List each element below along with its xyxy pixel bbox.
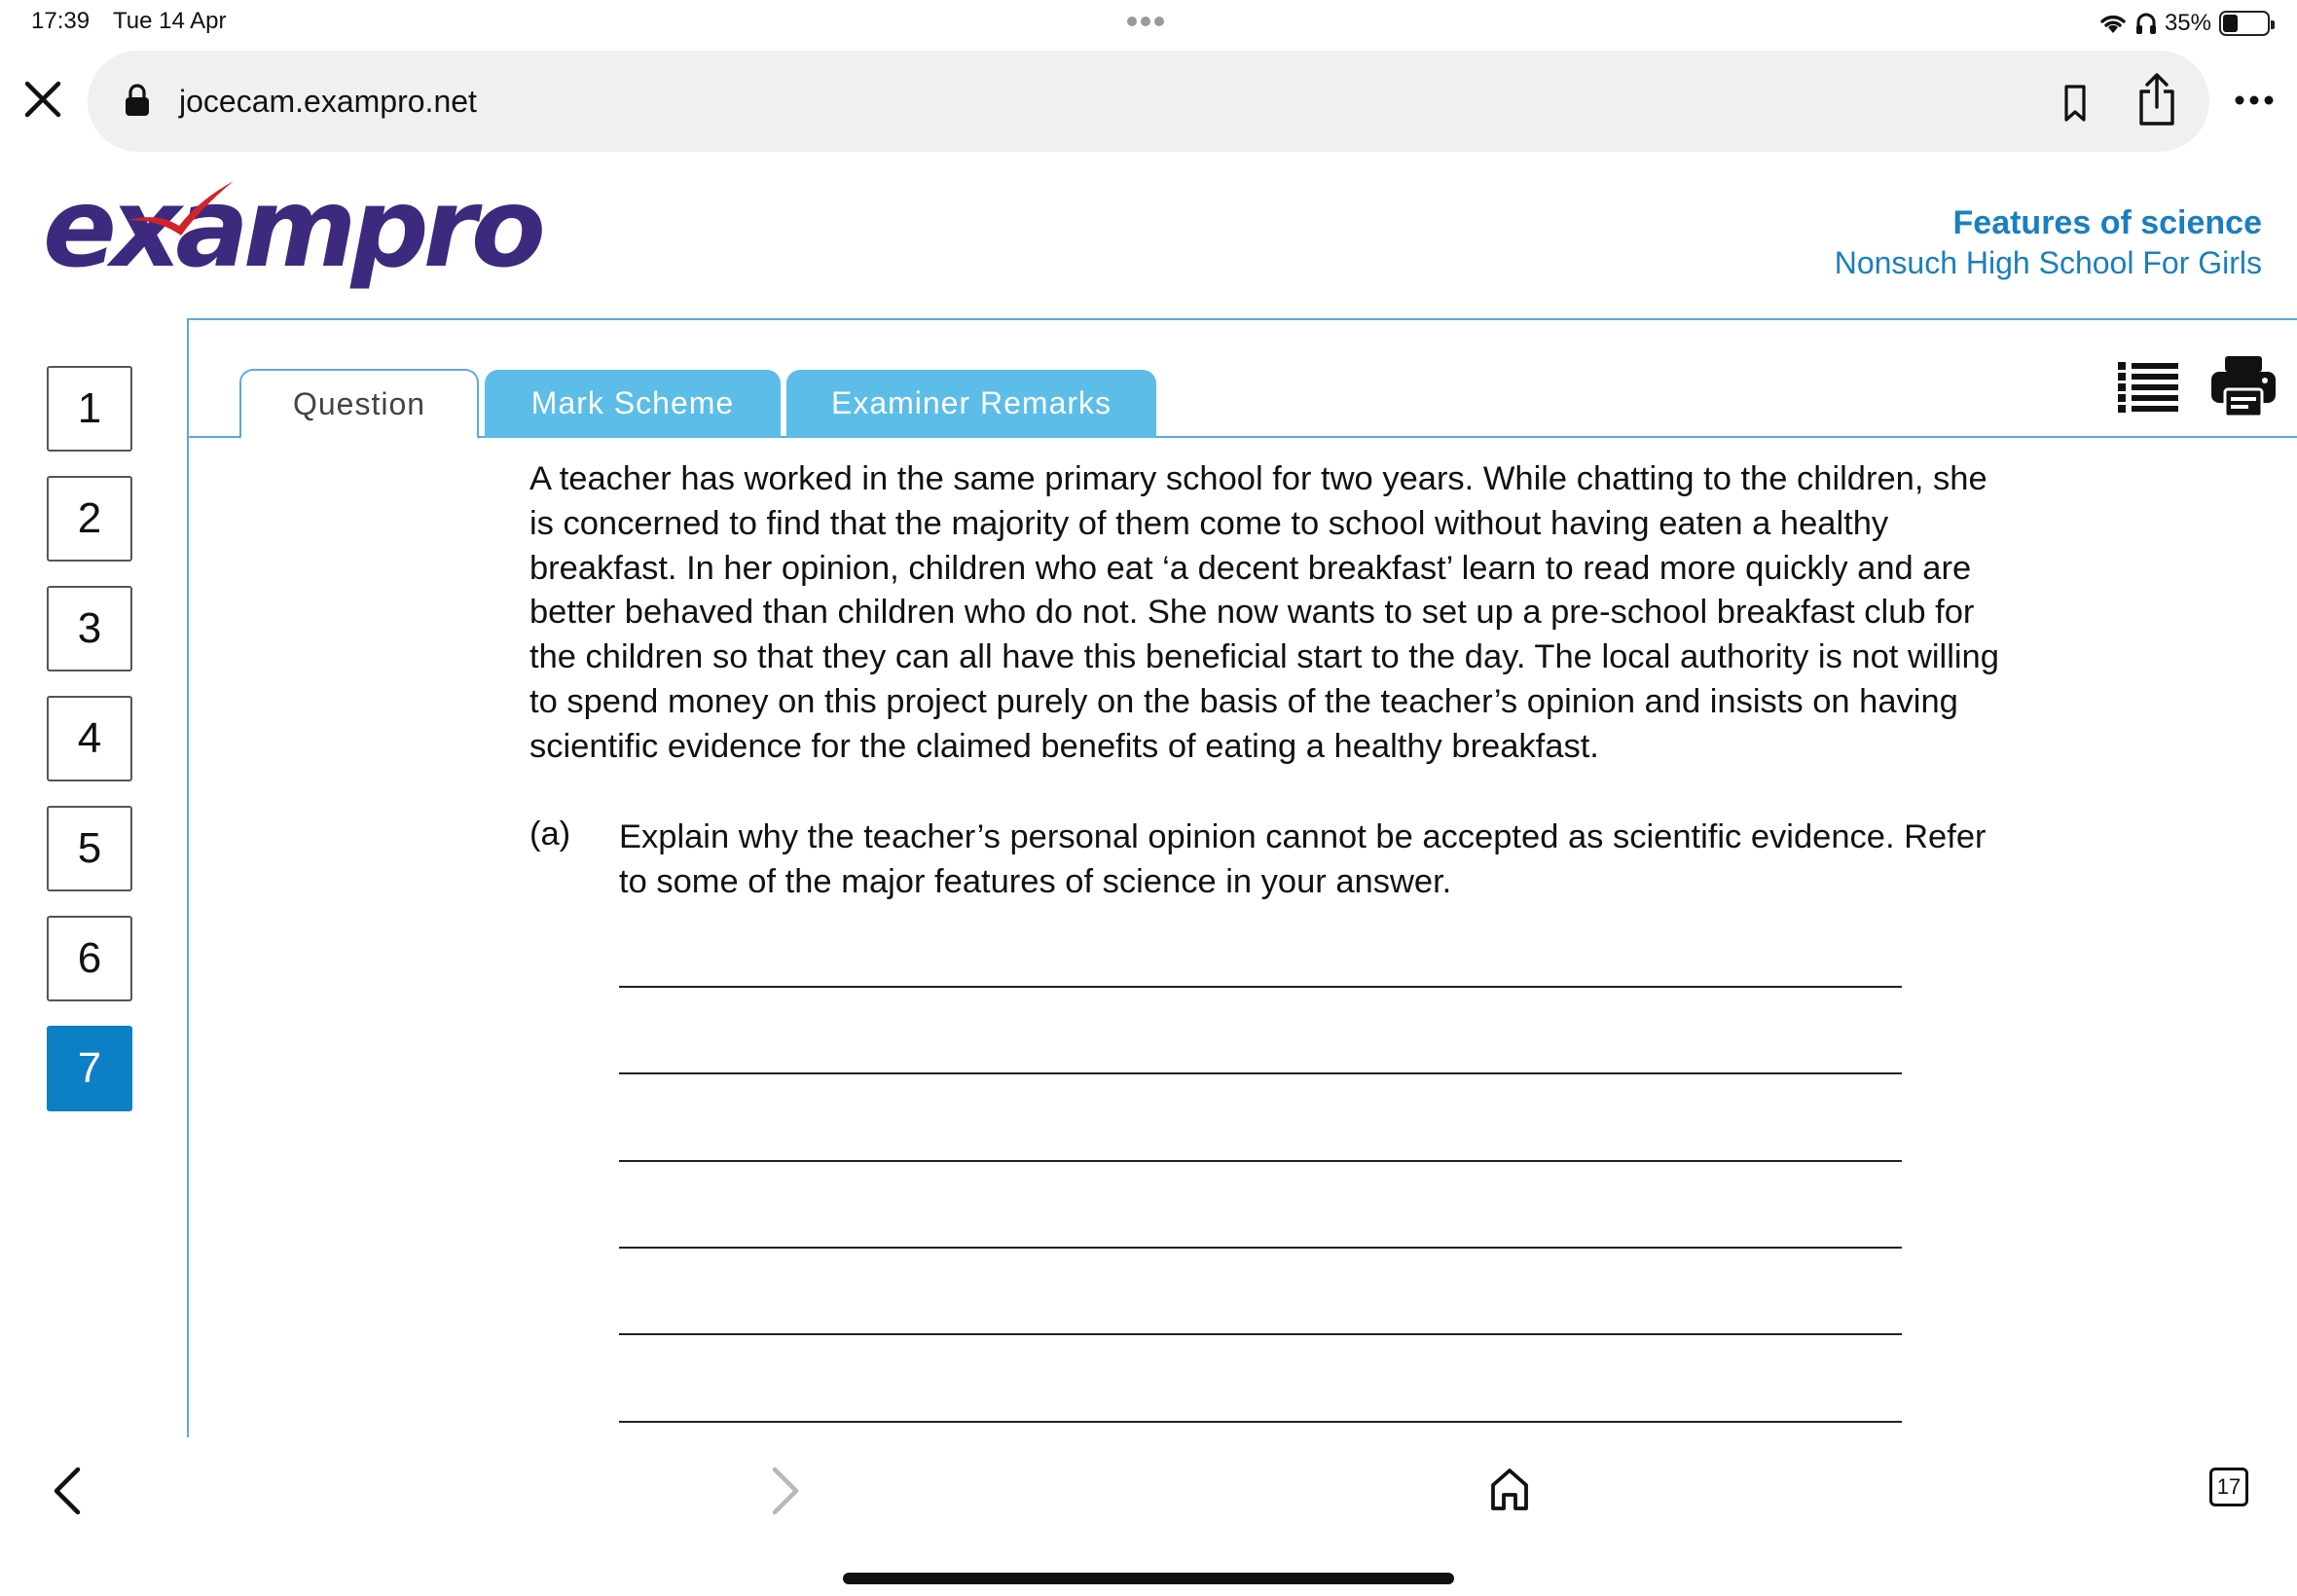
question-nav-item-4[interactable]: 4 [47, 696, 132, 781]
address-bar[interactable] [88, 51, 2209, 152]
status-bar [0, 0, 2297, 47]
print-icon[interactable] [2211, 354, 2276, 418]
tab-mark-scheme[interactable]: Mark Scheme [485, 370, 781, 438]
bookmark-icon[interactable] [2058, 84, 2093, 123]
multitasking-dots-icon[interactable] [1127, 14, 1170, 27]
answer-line [619, 1247, 1902, 1249]
battery-percent: 35% [2164, 10, 2211, 36]
question-part-text: Explain why the teacher’s personal opinion cannot be accepted as scientific evidence. Refer to some of the major features of science in your answer. [619, 818, 1987, 900]
question-nav-item-5[interactable]: 5 [47, 806, 132, 891]
logo-check-mark [119, 179, 236, 237]
forward-icon[interactable] [769, 1466, 804, 1516]
home-indicator[interactable] [843, 1573, 1454, 1584]
answer-line [619, 986, 1902, 988]
question-text: A teacher has worked in the same primary school for two years. While chatting to the children, she is concerned to find that the majority of them come to school without having eaten a healthy breakfast. In her opinion, children who eat ‘a decent breakfast’ learn to read more quickly and are better behaved than children who do not. She now wants to set up a pre-school breakfast club for the children so that they can all have this beneficial start to the day. The local authority is not willing to spend money on this project purely on the basis of the teacher’s opinion and insists on having scientific evidence for the claimed benefits of eating a healthy breakfast. [529, 460, 1999, 765]
share-icon[interactable] [2135, 72, 2178, 127]
headphones-icon [2135, 12, 2157, 35]
status-date: Tue 14 Apr [113, 8, 227, 34]
battery-icon [2219, 11, 2270, 36]
answer-line [619, 1333, 1902, 1335]
home-icon[interactable] [1489, 1466, 1530, 1512]
close-icon[interactable] [21, 78, 64, 121]
question-nav-item-6[interactable]: 6 [47, 916, 132, 1001]
list-icon[interactable] [2118, 362, 2178, 413]
lock-icon [125, 84, 150, 117]
status-time: 17:39 [31, 8, 91, 34]
url-text: jocecam.exampro.net [179, 84, 477, 119]
tab-examiner-remarks[interactable]: Examiner Remarks [786, 370, 1156, 438]
question-part-label: (a) [529, 816, 571, 852]
logo-text: exampro [43, 165, 540, 292]
bottom-toolbar [0, 1438, 2297, 1596]
back-icon[interactable] [49, 1466, 84, 1516]
more-icon[interactable] [2235, 95, 2274, 105]
question-nav-item-1[interactable]: 1 [47, 366, 132, 452]
tab-question[interactable]: Question [239, 369, 479, 439]
question-nav-item-3[interactable]: 3 [47, 586, 132, 671]
page-title: Features of science [1952, 204, 2262, 241]
exampro-logo[interactable] [43, 165, 540, 292]
answer-line [619, 1160, 1902, 1162]
answer-line [619, 1072, 1902, 1074]
battery-fill [2223, 15, 2238, 32]
answer-line [619, 1421, 1902, 1423]
school-name: Nonsuch High School For Girls [1834, 245, 2262, 280]
wifi-icon [2098, 12, 2128, 35]
tabs-button[interactable]: 17 [2209, 1468, 2248, 1506]
status-indicators [2098, 6, 2270, 41]
question-nav-item-2[interactable]: 2 [47, 476, 132, 562]
question-nav-item-7[interactable]: 7 [47, 1026, 132, 1111]
